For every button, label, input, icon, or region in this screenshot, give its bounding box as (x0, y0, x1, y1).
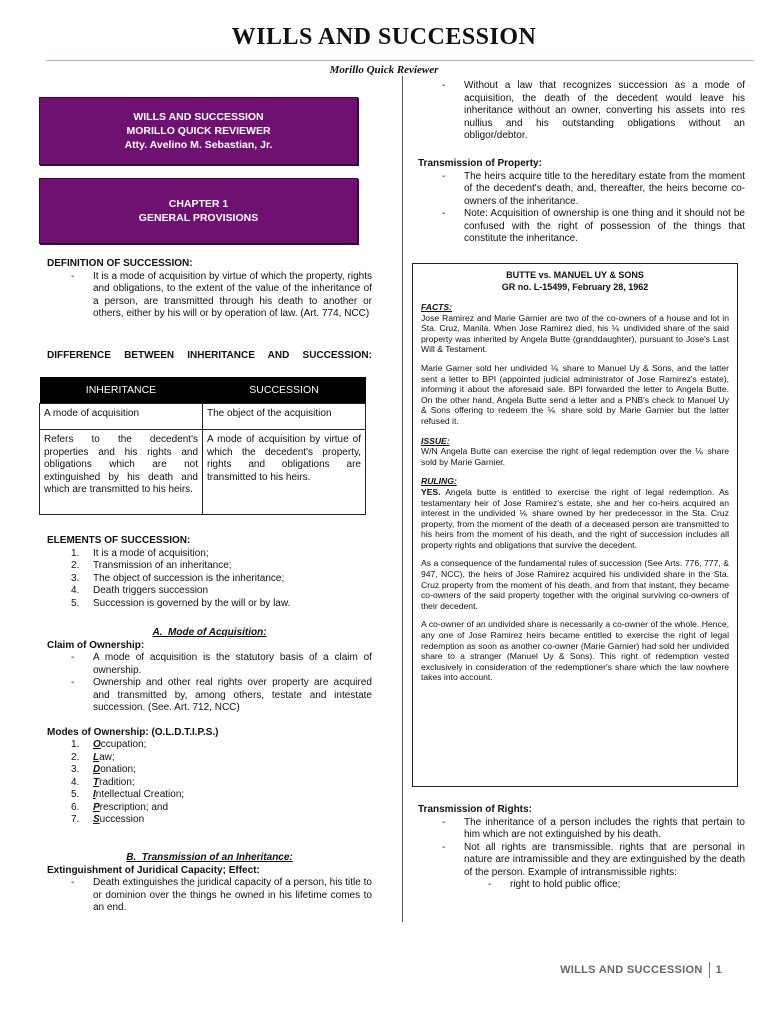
ruling-label: RULING: (421, 476, 457, 487)
list-item: 6. Prescription; and (71, 801, 169, 813)
list-item: 5. Succession is governed by the will or by law. (71, 597, 291, 609)
list-item: 5. Intellectual Creation; (71, 789, 185, 800)
issue-label: ISSUE: (421, 435, 450, 446)
issue-paragraph: W/N Angela Butte can exercise the right of legal redemption over the ⅙ share sold by Marie Garnier. (421, 446, 729, 467)
case-title: BUTTE vs. MANUEL UY & SONS (506, 270, 644, 280)
facts-paragraph: Marie Garner sold her undivided ⅙ share to Manuel Uy & Sons, and the latter sent a letter to BPI (appointed judicial administrator of Jose Ramirez's estate), informing it about the aforesaid sale. BPI forwarded the letter to Angela Butte. On the other hand, Angela Butte send a letter and a PNB's check to Manuel Uy & Sons offering to redeem the ⅙ share sold by Marie Garnier but the latter refused it. (421, 362, 729, 426)
chapter-number: CHAPTER 1 (168, 198, 229, 210)
table-row (40, 430, 366, 515)
table-row (40, 404, 366, 430)
title-box (39, 97, 358, 165)
title-box-line: MORILLO QUICK REVIEWER (126, 125, 271, 137)
table-cell: Refers to the decedent's properties and his rights and obligations which are not extinguished by his death and which are transmitted to his heirs. (40, 430, 203, 515)
difference-heading: DIFFERENCE BETWEEN INHERITANCE AND SUCCESSION: (47, 350, 372, 361)
table-cell: A mode of acquisition (40, 404, 203, 430)
definition-list (47, 271, 372, 321)
list-item: - Note: Acquisition of ownership is one thing and it should not be confused with the right of possession of the things that constitute the inheritance. (418, 208, 745, 246)
property-section (418, 158, 745, 246)
page-footer (560, 962, 722, 978)
rights-section (418, 804, 745, 892)
facts-label: FACTS: (421, 302, 453, 312)
case-citation: GR no. L-15499, February 28, 1962 (501, 281, 649, 292)
ruling-paragraph: As a consequence of the fundamental rules of succession (See Arts. 776, 777, & 947, NCC), the heirs of Jose Ramirez acquired his undivided share in the Sta. Cruz property from the moment of his death, and from that instant, they became co-owners of the said property together with the original surviving co-owners of their decedent. (421, 558, 729, 611)
chapter-title: GENERAL PROVISIONS (138, 212, 259, 224)
list-item: 4. Tradition; (71, 776, 135, 788)
title-box-line: Atty. Avelino M. Sebastian, Jr. (124, 139, 273, 151)
rights-heading: Transmission of Rights: (418, 804, 532, 815)
rights-list (418, 817, 745, 880)
table-header-inheritance: INHERITANCE (40, 377, 203, 404)
footer-separator (709, 962, 710, 978)
list-item: 7. Succession (71, 814, 145, 825)
property-heading: Transmission of Property: (418, 158, 542, 169)
claim-heading: Claim of Ownership: (47, 639, 145, 651)
page-number: 1 (715, 963, 722, 976)
elements-heading: ELEMENTS OF SUCCESSION: (47, 535, 191, 546)
list-item: - A mode of acquisition is the statutory basis of a claim of ownership. (47, 652, 372, 677)
table-cell: The object of the acquisition (203, 404, 366, 430)
property-list (418, 171, 745, 246)
definition-section (47, 258, 372, 321)
elements-section (47, 535, 372, 610)
list-item: - It is a mode of acquisition by virtue of which the property, rights and obligations, to the extent of the value of the inheritance of a person, are transmitted through his death to another or others, either by his will or by operation of law. (Art. 774, NCC) (47, 271, 372, 321)
list-item: 3. Donation; (71, 764, 136, 775)
extinguishment-list (47, 877, 372, 915)
section-a (47, 627, 372, 827)
list-item: - Death extinguishes the juridical capacity of a person, his title to or dominion over the things he owned in his lifetime comes to an end. (47, 877, 372, 915)
list-item: - Without a law that recognizes succession as a mode of acquisition, the death of the decedent would leave his inheritance without an owner, converting his assets into res nullius and his outstanding obligations without an obligor/debtor. (418, 80, 745, 143)
ruling-paragraph: YES. Angela butte is entitled to exercise the right of legal redemption. As testamentary heir of Jose Ramirez's estate, she and her co-heirs acquired an interest in the undivided ⅙ share owned by her predecessor in the Sta. Cruz property, from the moment of the death of a deceased person are transmitted to his heirs from the moment of his death, and the right of succession includes all property rights and obligations that survive the decedent. (421, 486, 729, 550)
elements-list (47, 548, 372, 611)
facts-paragraph: Jose Ramirez and Marie Garnier are two of the co-owners of a house and lot in Sta. Cruz, Manila. When Jose Ramirez died, his ⅙ undivided share of the said property was inherited by Angela Butte (granddaughter), pursuant to Jose's Last Will & Testament. (421, 312, 729, 355)
list-item: 2. Transmission of an inheritance; (71, 560, 232, 571)
table-cell: A mode of acquisition by virtue of which the decedent's property, rights and obligations are transmitted to his heirs. (203, 430, 366, 515)
chapter-box (39, 178, 358, 244)
table-header-succession: SUCCESSION (203, 377, 366, 404)
intro-list (418, 80, 745, 143)
column-divider (402, 76, 403, 922)
footer-label: WILLS AND SUCCESSION (560, 963, 703, 976)
list-item: - The inheritance of a person includes the rights that pertain to him which are not extinguished by his death. (418, 817, 745, 842)
section-a-heading: A. Mode of Acquisition: (152, 627, 267, 638)
modes-list (47, 739, 372, 827)
page-title: WILLS AND SUCCESSION (231, 24, 537, 50)
difference-table (39, 377, 366, 515)
extinguishment-heading: Extinguishment of Juridical Capacity; Effect: (47, 864, 260, 876)
section-b-heading: B. Transmission of an Inheritance: (126, 852, 293, 863)
definition-heading: DEFINITION OF SUCCESSION: (47, 258, 193, 269)
list-item: 1. It is a mode of acquisition; (71, 547, 209, 559)
list-item: - The heirs acquire title to the hereditary estate from the moment of the decedent's death, and, thereafter, the heirs become co-owners of the inheritance. (418, 171, 745, 209)
claim-list (47, 652, 372, 715)
page-subtitle: Morillo Quick Reviewer (329, 64, 439, 76)
ruling-paragraph: A co-owner of an undivided share is necessarily a co-owner of the whole. Hence, any one of Jose Ramirez heirs became entitled to exercise the right of legal redemption as soon as another co-owner (Marie Garnier) had sold her undivided share to a stranger (Manuel Uy & Sons). This right of redemption vested exclusively in consideration of the redemptioner's share which the law nowhere takes into account. (421, 619, 729, 683)
case-digest-box (412, 263, 738, 787)
list-item: - right to hold public office; (464, 879, 745, 892)
list-item: 1. Occupation; (71, 739, 147, 750)
intro-section (418, 80, 745, 143)
list-item: - Not all rights are transmissible. rights that are personal in nature are intramissible and they are extinguished by the death of the person. Example of intransmissible rights: (418, 842, 745, 880)
list-item: 3. The object of succession is the inheritance; (71, 572, 285, 584)
title-box-line: WILLS AND SUCCESSION (133, 111, 264, 123)
rights-sub-list (418, 879, 745, 892)
table-header-row (40, 377, 366, 404)
section-b (47, 852, 372, 915)
list-item: - Ownership and other real rights over property are acquired and transmitted by, among others, testate and intestate succession. (See. Art. 712, NCC) (47, 677, 372, 715)
list-item: 4. Death triggers succession (71, 585, 209, 596)
modes-heading: Modes of Ownership: (O.L.D.T.I.P.S.) (47, 726, 219, 738)
title-divider (46, 60, 754, 61)
list-item: 2. Law; (71, 751, 115, 763)
